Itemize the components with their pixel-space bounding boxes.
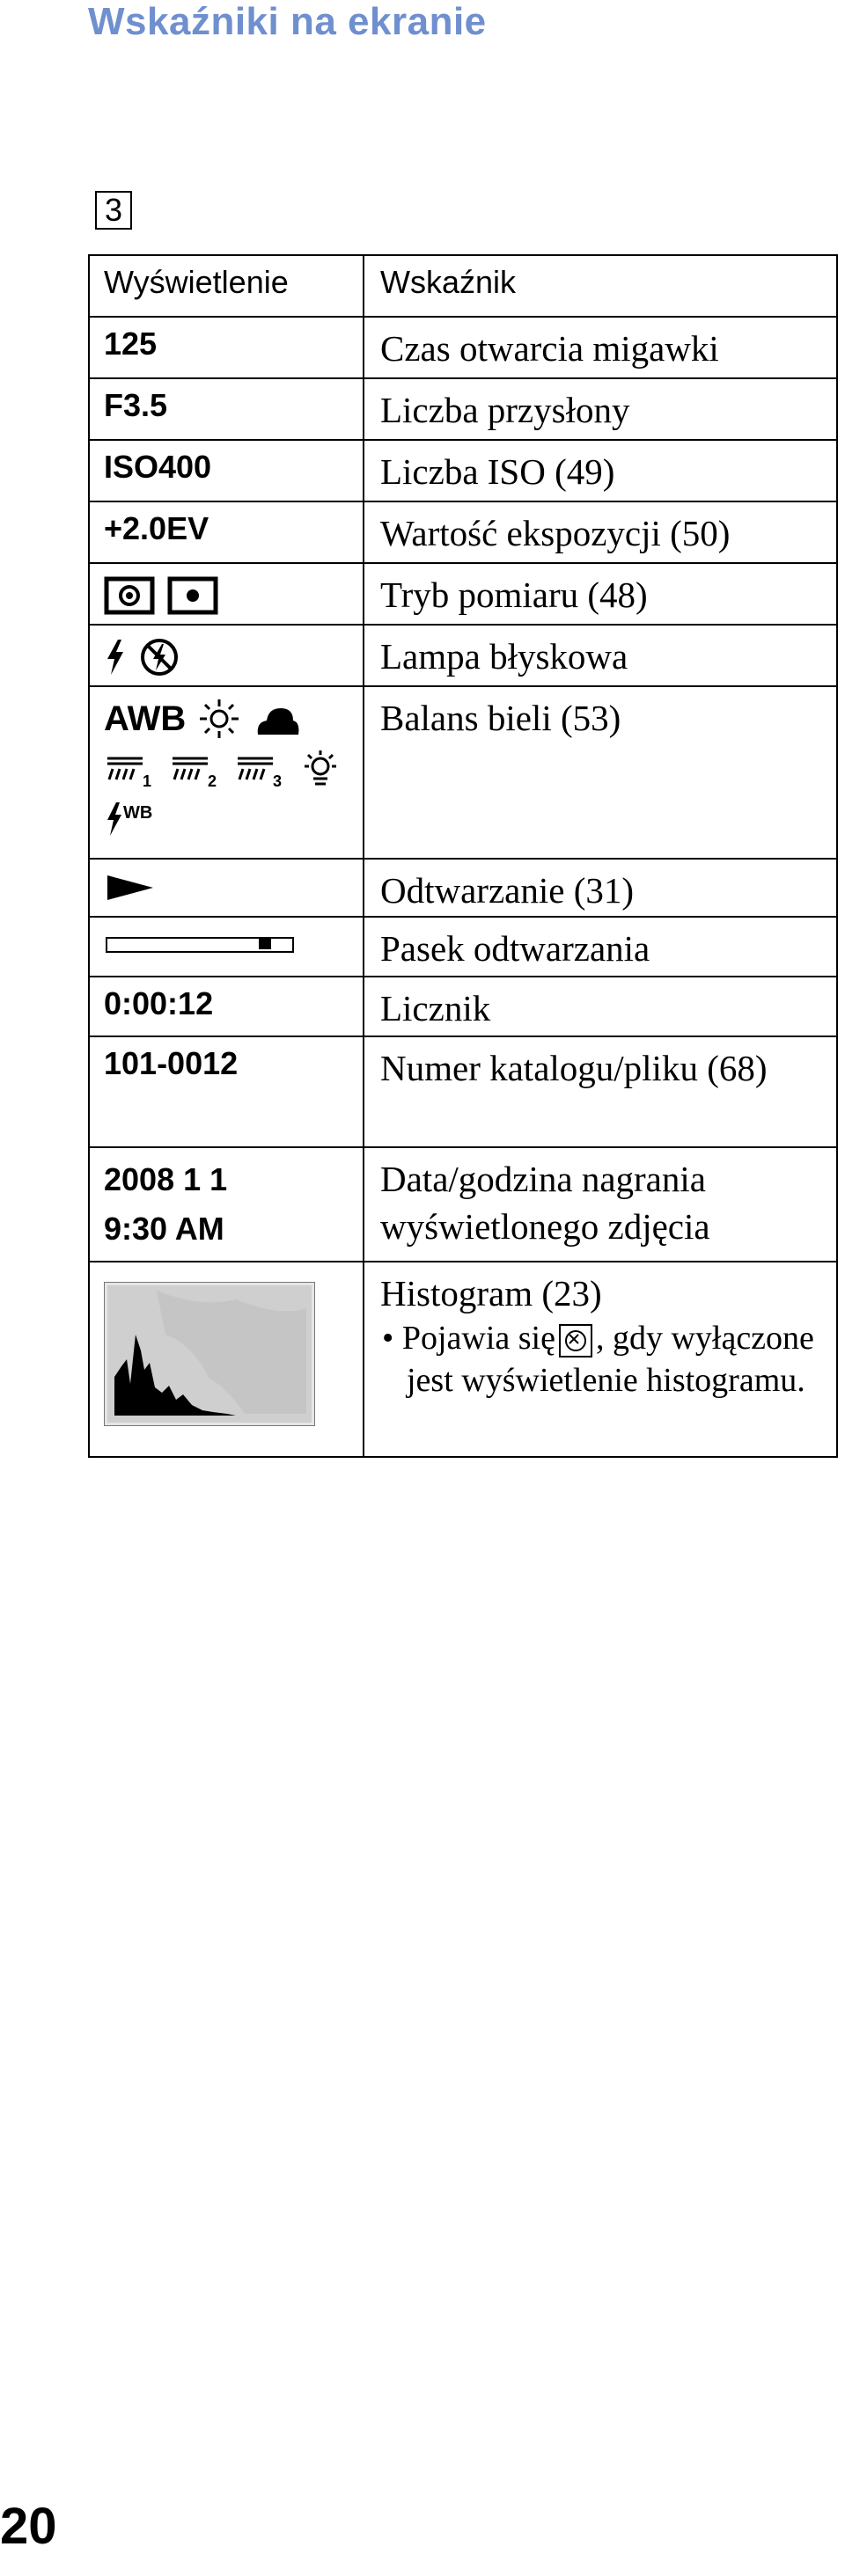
time-value: 9:30 AM [104,1211,224,1247]
cell-indicator: Pasek odtwarzania [364,917,837,977]
table-row [89,563,837,625]
table-row [89,1262,837,1457]
histogram-icon [104,1282,315,1426]
cell-indicator: Data/godzina nagrania wyświetlonego zdjęcia [364,1147,837,1262]
date-value: 2008 1 1 [104,1161,228,1197]
table-row [89,317,837,378]
cell-display [89,1147,364,1262]
section-number: 3 [95,191,132,230]
daylight-icon [198,698,240,740]
cell-display [89,917,364,977]
cell-display [89,1262,364,1457]
flash-wb-icon [104,799,165,838]
table-row [89,1147,837,1262]
cell-indicator: Czas otwarcia migawki [364,317,837,378]
cell-indicator: Numer katalogu/pliku (68) [364,1036,837,1147]
page-title: Wskaźniki na ekranie [88,0,487,43]
header-display: Wyświetlenie [89,255,364,317]
cell-indicator: Liczba przysłony [364,378,837,440]
table-row [89,859,837,917]
cell-indicator: Odtwarzanie (31) [364,859,837,917]
fluorescent-2-icon [169,750,222,790]
histogram-off-icon [559,1324,592,1358]
cell-indicator [364,1262,837,1457]
flash-icon [104,638,127,677]
cell-indicator: Liczba ISO (49) [364,440,837,501]
table-row [89,977,837,1036]
flash-off-icon [139,637,180,677]
table-row [89,1036,837,1147]
cell-display [89,859,364,917]
cell-display: 0:00:12 [89,977,364,1036]
cell-display [89,625,364,686]
cloudy-icon [253,699,302,738]
cell-indicator: Lampa błyskowa [364,625,837,686]
page-number: 20 [0,2498,57,2555]
histogram-note: • Pojawia się , gdy wyłączone jest wyświetlenie histogramu. [382,1320,814,1399]
cell-display: F3.5 [89,378,364,440]
playback-bar-icon [106,937,294,953]
cell-display: 125 [89,317,364,378]
cell-display [89,563,364,625]
cell-display: 101-0012 [89,1036,364,1147]
cell-indicator: Licznik [364,977,837,1036]
metering-spot-icon [104,576,155,615]
cell-indicator: Balans bieli (53) [364,686,837,859]
cell-display: +2.0EV [89,501,364,563]
header-indicator: Wskaźnik [364,255,837,317]
table-row [89,440,837,501]
svg-text:2: 2 [208,772,217,790]
table-header [89,255,837,317]
table-row [89,625,837,686]
cell-indicator: Wartość ekspozycji (50) [364,501,837,563]
svg-text:3: 3 [273,772,283,790]
fluorescent-3-icon [234,750,287,790]
incandescent-icon [299,749,342,791]
table-row [89,686,837,859]
svg-text:1: 1 [143,772,152,790]
indicator-table [88,254,838,1458]
metering-center-icon [167,576,218,615]
histogram-title: Histogram (23) [380,1273,602,1314]
table-row [89,501,837,563]
play-icon [104,870,157,905]
awb-icon: AWB [104,699,187,738]
cell-display [89,686,364,859]
fluorescent-1-icon [104,750,157,790]
cell-indicator: Tryb pomiaru (48) [364,563,837,625]
flash-wb-label: WB [123,803,153,823]
cell-display: ISO400 [89,440,364,501]
table-row [89,917,837,977]
table-row [89,378,837,440]
